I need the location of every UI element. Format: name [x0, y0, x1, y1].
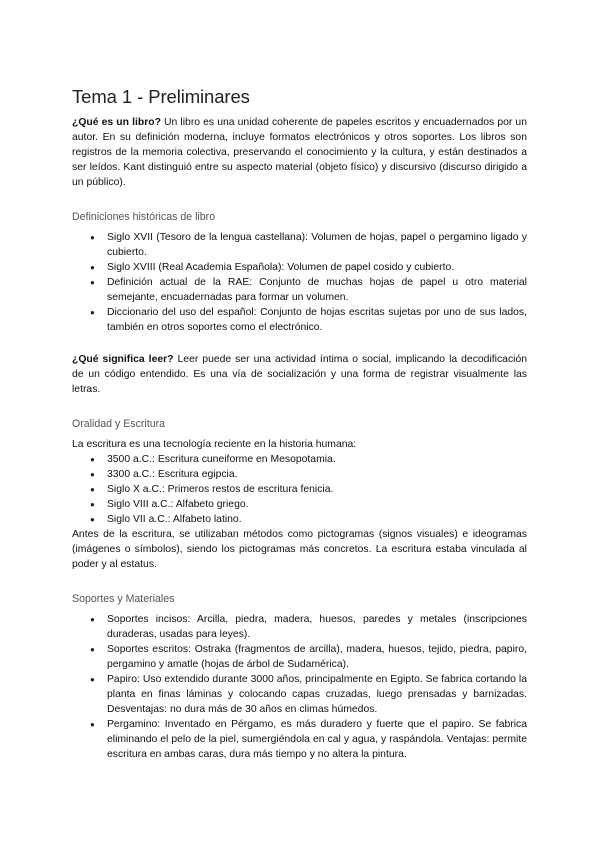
section-heading-soportes: Soportes y Materiales [72, 593, 175, 605]
list-item: ● Definición actual de la RAE: Conjunto de muchas hojas de papel u otro material semejante, encuadernadas para formar un volumen. [107, 275, 527, 305]
page-title: Tema 1 - Preliminares [72, 86, 250, 107]
list-item: ● Siglo VIII a.C.: Alfabeto griego. [107, 497, 527, 512]
section-heading-definiciones: Definiciones históricas de libro [72, 211, 216, 223]
list-item: ● Siglo VII a.C.: Alfabeto latino. [107, 512, 527, 527]
list-item: ● Siglo X a.C.: Primeros restos de escritura fenicia. [107, 482, 527, 497]
document-page [72, 86, 527, 762]
list-item: ● Soportes escritos: Ostraka (fragmentos de arcilla), madera, huesos, tejido, piedra, papiro, pergamino y amatle (hojas de árbol de Sudamérica). [107, 642, 527, 672]
section-heading-oralidad: Oralidad y Escritura [72, 418, 166, 430]
soportes-list [72, 612, 527, 762]
list-item: ● Pergamino: Inventado en Pérgamo, es más duradero y fuerte que el papiro. Se fabrica eliminando el pelo de la piel, sumergiéndola en cal y agua, y raspándola. Ventajas: permite escritura en ambas caras, dura más tiempo y no altera la pintura. [107, 717, 527, 762]
oralidad-outro: Antes de la escritura, se utilizaban métodos como pictogramas (signos visuales) e ideogramas (imágenes o símbolos), siendo los pictogramas más concretos. La escritura estaba vinculada al poder y al estatus. [72, 529, 527, 570]
definiciones-list [72, 230, 527, 335]
list-item: ● 3500 a.C.: Escritura cuneiforme en Mesopotamia. [107, 452, 527, 467]
oralidad-intro: La escritura es una tecnología reciente en la historia humana: [72, 439, 357, 450]
intro-paragraph [72, 115, 527, 190]
intro-text: Un libro es una unidad coherente de papeles escritos y encuadernados por un autor. En su definición moderna, incluye formatos electrónicos y otros soportes. Los libros son registros de la memoria colectiva, preservando el conocimiento y la cultura, y están destinados a ser leídos. Kant distinguió entre su aspecto material (objeto físico) y discursivo (discurso dirigido a un público). [72, 117, 527, 188]
list-item: ● Siglo XVIII (Real Academia Española): Volumen de papel cosido y cubierto. [107, 260, 527, 275]
list-item: ● Siglo XVII (Tesoro de la lengua castellana): Volumen de hojas, papel o pergamino ligado y cubierto. [107, 230, 527, 260]
list-item: ● Diccionario del uso del español: Conjunto de hojas escritas sujetas por uno de sus lados, también en otros soportes como el electrónico. [107, 305, 527, 335]
list-item: ● Soportes incisos: Arcilla, piedra, madera, huesos, paredes y metales (inscripciones duraderas, usadas para leyes). [107, 612, 527, 642]
leer-question: ¿Qué significa leer? [72, 354, 174, 365]
leer-paragraph [72, 352, 527, 397]
list-item: ● Papiro: Uso extendido durante 3000 años, principalmente en Egipto. Se fabrica cortando la planta en finas láminas y colocando capas cruzadas, luego prensadas y barnizadas. Desventajas: no dura más de 30 años en climas húmedos. [107, 672, 527, 717]
leer-text: Leer puede ser una actividad íntima o social, implicando la decodificación de un código entendido. Es una vía de socialización y una forma de registrar visualmente las letras. [72, 354, 528, 395]
intro-question: ¿Qué es un libro? [72, 117, 161, 128]
list-item: ● 3300 a.C.: Escritura egipcia. [107, 467, 527, 482]
oralidad-list [72, 452, 527, 527]
